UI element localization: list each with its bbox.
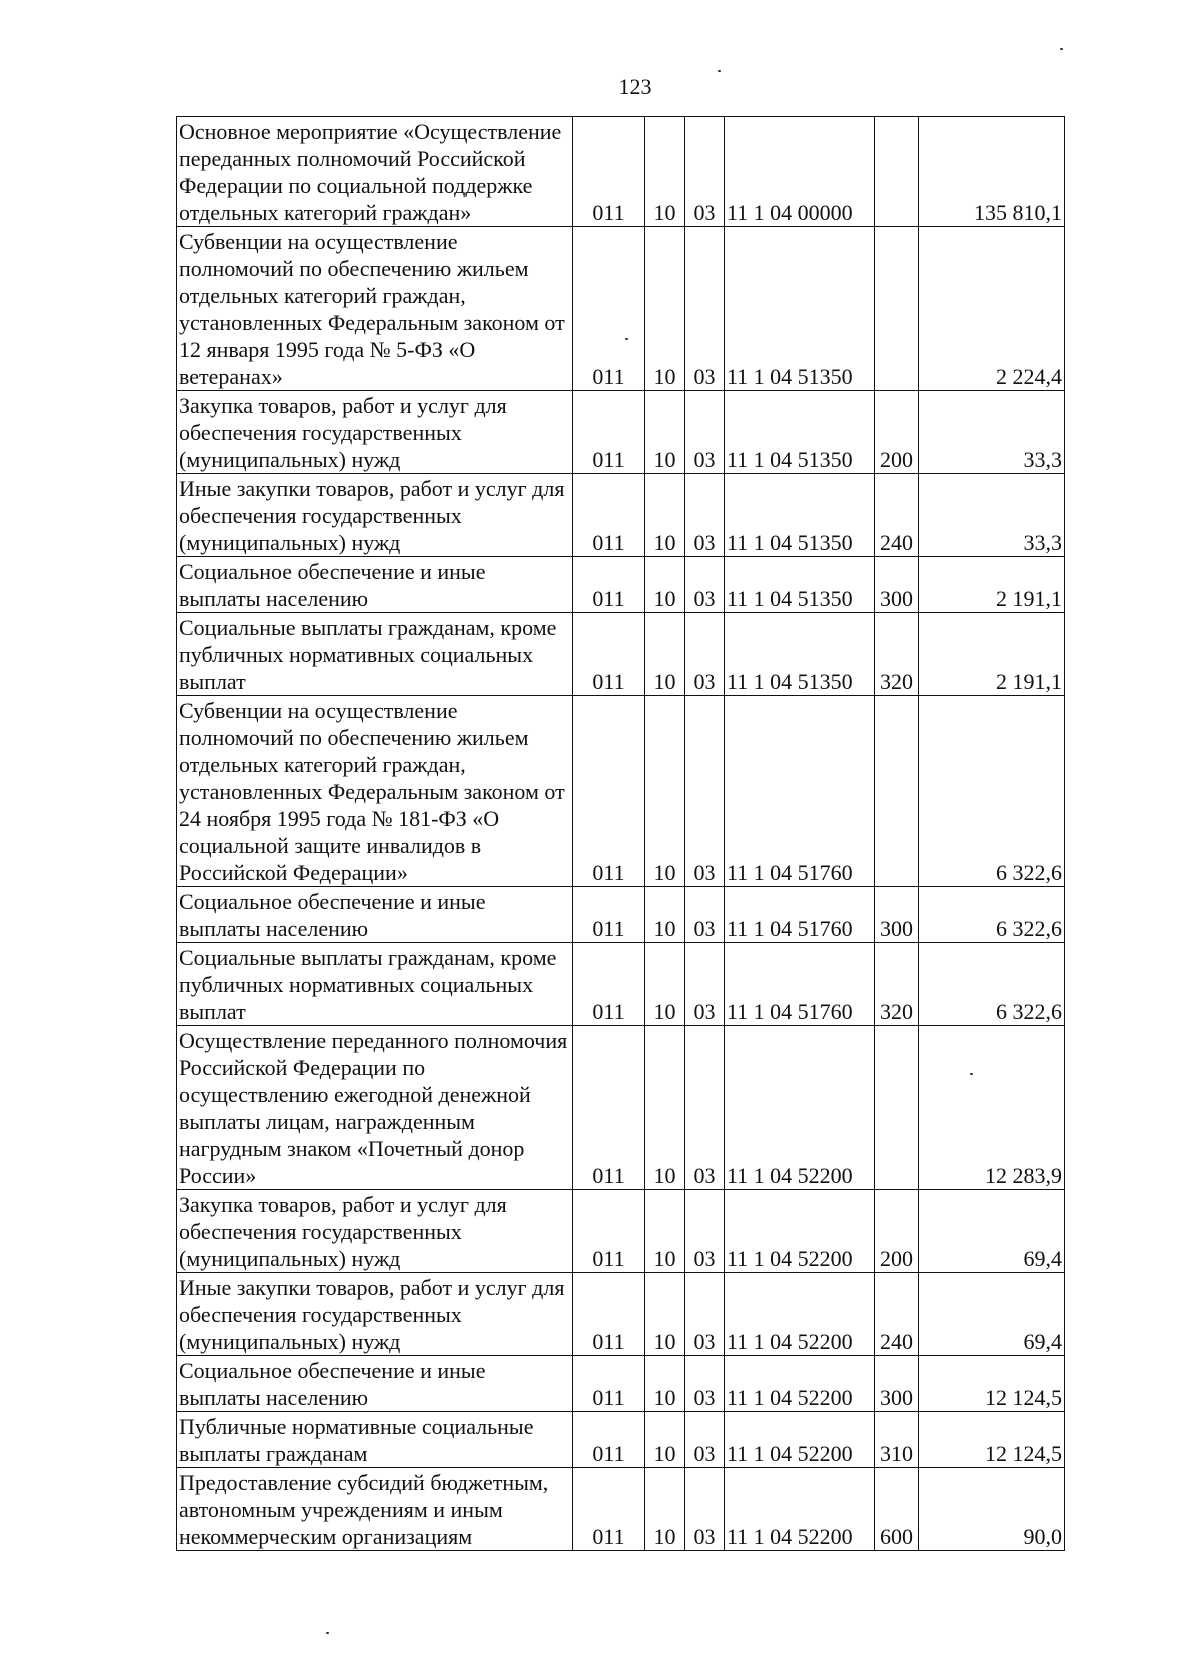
row-subsection-code: 03 [685, 227, 725, 391]
row-ved-code: 011 [573, 1026, 645, 1190]
row-target-article: 11 1 04 52200 [725, 1468, 875, 1551]
row-expense-type [875, 227, 919, 391]
row-ved-code: 011 [573, 943, 645, 1026]
row-section-code: 10 [645, 1026, 685, 1190]
row-target-article: 11 1 04 52200 [725, 1026, 875, 1190]
scan-speck [326, 1632, 329, 1634]
table-body [177, 117, 1065, 1551]
row-expense-type: 200 [875, 1190, 919, 1273]
row-ved-code: 011 [573, 557, 645, 613]
row-subsection-code: 03 [685, 1273, 725, 1356]
row-ved-code: 011 [573, 391, 645, 474]
row-name: Субвенции на осуществление полномочий по обеспечению жильем отдельных категорий граждан, установленных Федеральным законом от 24 ноября 1995 года № 181-ФЗ «О социальной защите инвалидов в Российской Федерации» [177, 696, 573, 887]
row-amount: 135 810,1 [919, 117, 1065, 227]
row-name: Социальное обеспечение и иные выплаты населению [177, 887, 573, 943]
row-expense-type: 310 [875, 1412, 919, 1468]
table-row [177, 887, 1065, 943]
row-name: Закупка товаров, работ и услуг для обеспечения государственных (муниципальных) нужд [177, 1190, 573, 1273]
row-target-article: 11 1 04 52200 [725, 1273, 875, 1356]
row-ved-code: 011 [573, 474, 645, 557]
row-name: Социальные выплаты гражданам, кроме публичных нормативных социальных выплат [177, 943, 573, 1026]
row-target-article: 11 1 04 52200 [725, 1412, 875, 1468]
row-section-code: 10 [645, 696, 685, 887]
scan-speck [970, 1073, 973, 1075]
row-subsection-code: 03 [685, 557, 725, 613]
row-ved-code: 011 [573, 227, 645, 391]
row-target-article: 11 1 04 52200 [725, 1356, 875, 1412]
table-row [177, 391, 1065, 474]
table-row [177, 696, 1065, 887]
row-name: Социальные выплаты гражданам, кроме публичных нормативных социальных выплат [177, 613, 573, 696]
row-expense-type [875, 117, 919, 227]
table-row [177, 117, 1065, 227]
row-expense-type [875, 1026, 919, 1190]
table-row [177, 943, 1065, 1026]
row-ved-code: 011 [573, 1190, 645, 1273]
table-row [177, 1356, 1065, 1412]
row-ved-code: 011 [573, 1412, 645, 1468]
row-target-article: 11 1 04 51760 [725, 943, 875, 1026]
row-target-article: 11 1 04 52200 [725, 1190, 875, 1273]
table-row [177, 1468, 1065, 1551]
row-amount: 6 322,6 [919, 696, 1065, 887]
row-amount: 2 191,1 [919, 557, 1065, 613]
row-amount: 6 322,6 [919, 943, 1065, 1026]
row-name: Публичные нормативные социальные выплаты гражданам [177, 1412, 573, 1468]
row-name: Закупка товаров, работ и услуг для обеспечения государственных (муниципальных) нужд [177, 391, 573, 474]
row-target-article: 11 1 04 51760 [725, 696, 875, 887]
row-amount: 69,4 [919, 1273, 1065, 1356]
row-section-code: 10 [645, 1273, 685, 1356]
row-amount: 12 124,5 [919, 1412, 1065, 1468]
row-subsection-code: 03 [685, 1356, 725, 1412]
table-row [177, 557, 1065, 613]
row-target-article: 11 1 04 51350 [725, 227, 875, 391]
table-row [177, 474, 1065, 557]
row-section-code: 10 [645, 474, 685, 557]
row-section-code: 10 [645, 1190, 685, 1273]
row-ved-code: 011 [573, 1356, 645, 1412]
row-target-article: 11 1 04 51350 [725, 474, 875, 557]
row-name: Предоставление субсидий бюджетным, автономным учреждениям и иным некоммерческим организациям [177, 1468, 573, 1551]
row-target-article: 11 1 04 51350 [725, 557, 875, 613]
row-amount: 2 224,4 [919, 227, 1065, 391]
row-subsection-code: 03 [685, 887, 725, 943]
row-expense-type: 240 [875, 1273, 919, 1356]
row-amount: 12 283,9 [919, 1026, 1065, 1190]
table-row [177, 613, 1065, 696]
row-section-code: 10 [645, 117, 685, 227]
row-name: Социальное обеспечение и иные выплаты населению [177, 557, 573, 613]
row-target-article: 11 1 04 51350 [725, 391, 875, 474]
row-amount: 6 322,6 [919, 887, 1065, 943]
budget-table [176, 116, 1065, 1551]
row-expense-type: 300 [875, 887, 919, 943]
row-amount: 2 191,1 [919, 613, 1065, 696]
row-section-code: 10 [645, 227, 685, 391]
row-ved-code: 011 [573, 696, 645, 887]
row-expense-type: 320 [875, 613, 919, 696]
row-expense-type: 320 [875, 943, 919, 1026]
row-subsection-code: 03 [685, 391, 725, 474]
row-name: Основное мероприятие «Осуществление переданных полномочий Российской Федерации по социальной поддержке отдельных категорий граждан» [177, 117, 573, 227]
row-name: Иные закупки товаров, работ и услуг для обеспечения государственных (муниципальных) нужд [177, 474, 573, 557]
row-expense-type: 300 [875, 557, 919, 613]
page-number: 123 [618, 74, 652, 99]
row-name: Субвенции на осуществление полномочий по обеспечению жильем отдельных категорий граждан, установленных Федеральным законом от 12 января 1995 года № 5-ФЗ «О ветеранах» [177, 227, 573, 391]
scan-speck [1060, 48, 1063, 50]
row-ved-code: 011 [573, 1273, 645, 1356]
table-row [177, 1412, 1065, 1468]
row-expense-type: 600 [875, 1468, 919, 1551]
row-amount: 33,3 [919, 391, 1065, 474]
row-section-code: 10 [645, 1468, 685, 1551]
row-name: Социальное обеспечение и иные выплаты населению [177, 1356, 573, 1412]
row-subsection-code: 03 [685, 943, 725, 1026]
row-expense-type [875, 696, 919, 887]
row-subsection-code: 03 [685, 1468, 725, 1551]
row-section-code: 10 [645, 1412, 685, 1468]
scan-speck [718, 70, 721, 72]
row-amount: 12 124,5 [919, 1356, 1065, 1412]
row-expense-type: 240 [875, 474, 919, 557]
row-section-code: 10 [645, 557, 685, 613]
row-amount: 69,4 [919, 1190, 1065, 1273]
row-subsection-code: 03 [685, 1412, 725, 1468]
row-target-article: 11 1 04 00000 [725, 117, 875, 227]
row-section-code: 10 [645, 943, 685, 1026]
scan-speck [625, 338, 628, 340]
row-section-code: 10 [645, 613, 685, 696]
row-expense-type: 200 [875, 391, 919, 474]
row-subsection-code: 03 [685, 696, 725, 887]
row-name: Осуществление переданного полномочия Российской Федерации по осуществлению ежегодной денежной выплаты лицам, награжденным нагрудным знаком «Почетный донор России» [177, 1026, 573, 1190]
table-row [177, 1026, 1065, 1190]
row-subsection-code: 03 [685, 1190, 725, 1273]
row-amount: 90,0 [919, 1468, 1065, 1551]
row-amount: 33,3 [919, 474, 1065, 557]
row-target-article: 11 1 04 51760 [725, 887, 875, 943]
row-section-code: 10 [645, 1356, 685, 1412]
row-ved-code: 011 [573, 117, 645, 227]
table-row [177, 1273, 1065, 1356]
row-expense-type: 300 [875, 1356, 919, 1412]
row-subsection-code: 03 [685, 117, 725, 227]
row-name: Иные закупки товаров, работ и услуг для обеспечения государственных (муниципальных) нужд [177, 1273, 573, 1356]
row-target-article: 11 1 04 51350 [725, 613, 875, 696]
row-section-code: 10 [645, 887, 685, 943]
row-ved-code: 011 [573, 613, 645, 696]
table-row [177, 1190, 1065, 1273]
table-row [177, 227, 1065, 391]
row-subsection-code: 03 [685, 474, 725, 557]
row-section-code: 10 [645, 391, 685, 474]
row-ved-code: 011 [573, 887, 645, 943]
row-ved-code: 011 [573, 1468, 645, 1551]
row-subsection-code: 03 [685, 1026, 725, 1190]
row-subsection-code: 03 [685, 613, 725, 696]
